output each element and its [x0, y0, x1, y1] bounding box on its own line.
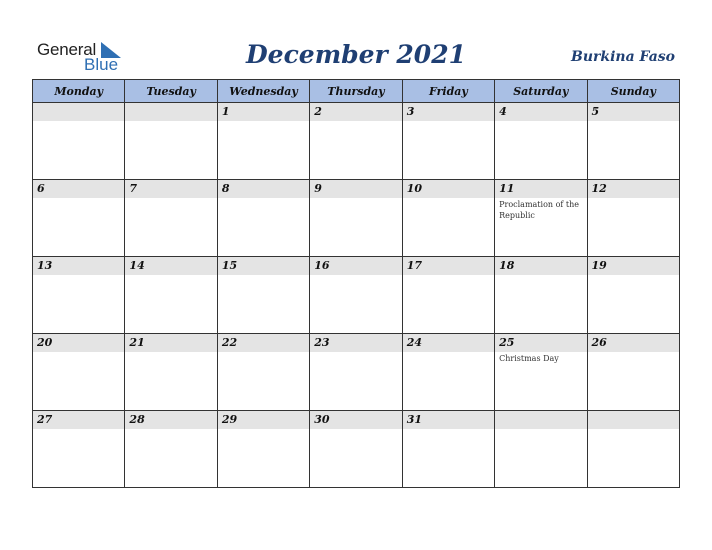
day-cell: [310, 334, 402, 411]
day-cell: [125, 180, 217, 257]
day-number: 28: [125, 411, 216, 429]
day-cell: [125, 103, 217, 180]
day-cell: [310, 257, 402, 334]
day-number: 20: [33, 334, 124, 352]
week-row: [33, 257, 680, 334]
day-cell: [125, 411, 217, 488]
day-number: 25: [495, 334, 586, 352]
week-row: [33, 334, 680, 411]
day-cell: [495, 257, 587, 334]
logo-blue-text: Blue: [84, 55, 119, 74]
day-number: 1: [218, 103, 309, 121]
day-number: 10: [403, 180, 494, 198]
day-number: 27: [33, 411, 124, 429]
day-number: 14: [125, 257, 216, 275]
day-cell: [402, 180, 494, 257]
day-cell: [495, 334, 587, 411]
weekday-tuesday: Tuesday: [125, 80, 217, 103]
day-cell: [402, 103, 494, 180]
day-cell: [33, 180, 125, 257]
week-row: [33, 180, 680, 257]
day-number: 7: [125, 180, 216, 198]
day-cell: [587, 334, 679, 411]
weekday-monday: Monday: [33, 80, 125, 103]
day-cell: [587, 103, 679, 180]
day-number: 4: [495, 103, 586, 121]
day-cell: [402, 334, 494, 411]
day-number: 15: [218, 257, 309, 275]
day-cell: [217, 411, 309, 488]
day-number: 12: [588, 180, 679, 198]
day-number: 23: [310, 334, 401, 352]
day-number: 6: [33, 180, 124, 198]
day-cell: [310, 180, 402, 257]
day-number: 29: [218, 411, 309, 429]
country-name: Burkina Faso: [571, 49, 675, 65]
day-number: 16: [310, 257, 401, 275]
page-title: December 2021: [245, 40, 466, 69]
holiday-label: Proclamation of the Republic: [499, 200, 580, 220]
day-cell: [402, 411, 494, 488]
calendar-body: [33, 103, 680, 488]
day-number: 22: [218, 334, 309, 352]
day-cell: [33, 334, 125, 411]
day-number: 21: [125, 334, 216, 352]
day-number: [33, 103, 124, 121]
day-cell: [587, 257, 679, 334]
day-cell: [495, 180, 587, 257]
day-number: 9: [310, 180, 401, 198]
day-number: [495, 411, 586, 429]
day-number: 8: [218, 180, 309, 198]
day-cell: [217, 257, 309, 334]
day-cell: [33, 257, 125, 334]
day-cell: [125, 334, 217, 411]
calendar-grid: [32, 79, 680, 488]
day-number: 30: [310, 411, 401, 429]
logo-general-text: General: [37, 40, 97, 59]
day-cell: [310, 103, 402, 180]
day-number: 11: [495, 180, 586, 198]
day-number: [125, 103, 216, 121]
day-number: 13: [33, 257, 124, 275]
day-number: 26: [588, 334, 679, 352]
day-number: 5: [588, 103, 679, 121]
day-number: 3: [403, 103, 494, 121]
day-number: 2: [310, 103, 401, 121]
day-number: [588, 411, 679, 429]
day-number: 19: [588, 257, 679, 275]
holiday-label: Christmas Day: [499, 354, 559, 363]
day-cell: [310, 411, 402, 488]
day-number: 17: [403, 257, 494, 275]
day-cell: [587, 180, 679, 257]
day-cell: [125, 257, 217, 334]
weekday-friday: Friday: [402, 80, 494, 103]
day-cell: [495, 411, 587, 488]
weekday-sunday: Sunday: [587, 80, 679, 103]
weekday-header-row: [33, 80, 680, 103]
weekday-wednesday: Wednesday: [217, 80, 309, 103]
weekday-thursday: Thursday: [310, 80, 402, 103]
day-cell: [217, 103, 309, 180]
day-number: 24: [403, 334, 494, 352]
day-cell: [217, 334, 309, 411]
day-cell: [402, 257, 494, 334]
weekday-saturday: Saturday: [495, 80, 587, 103]
day-cell: [33, 411, 125, 488]
logo: [37, 40, 137, 74]
day-cell: [495, 103, 587, 180]
day-number: 18: [495, 257, 586, 275]
day-cell: [587, 411, 679, 488]
day-number: 31: [403, 411, 494, 429]
day-cell: [33, 103, 125, 180]
week-row: [33, 103, 680, 180]
week-row: [33, 411, 680, 488]
day-cell: [217, 180, 309, 257]
